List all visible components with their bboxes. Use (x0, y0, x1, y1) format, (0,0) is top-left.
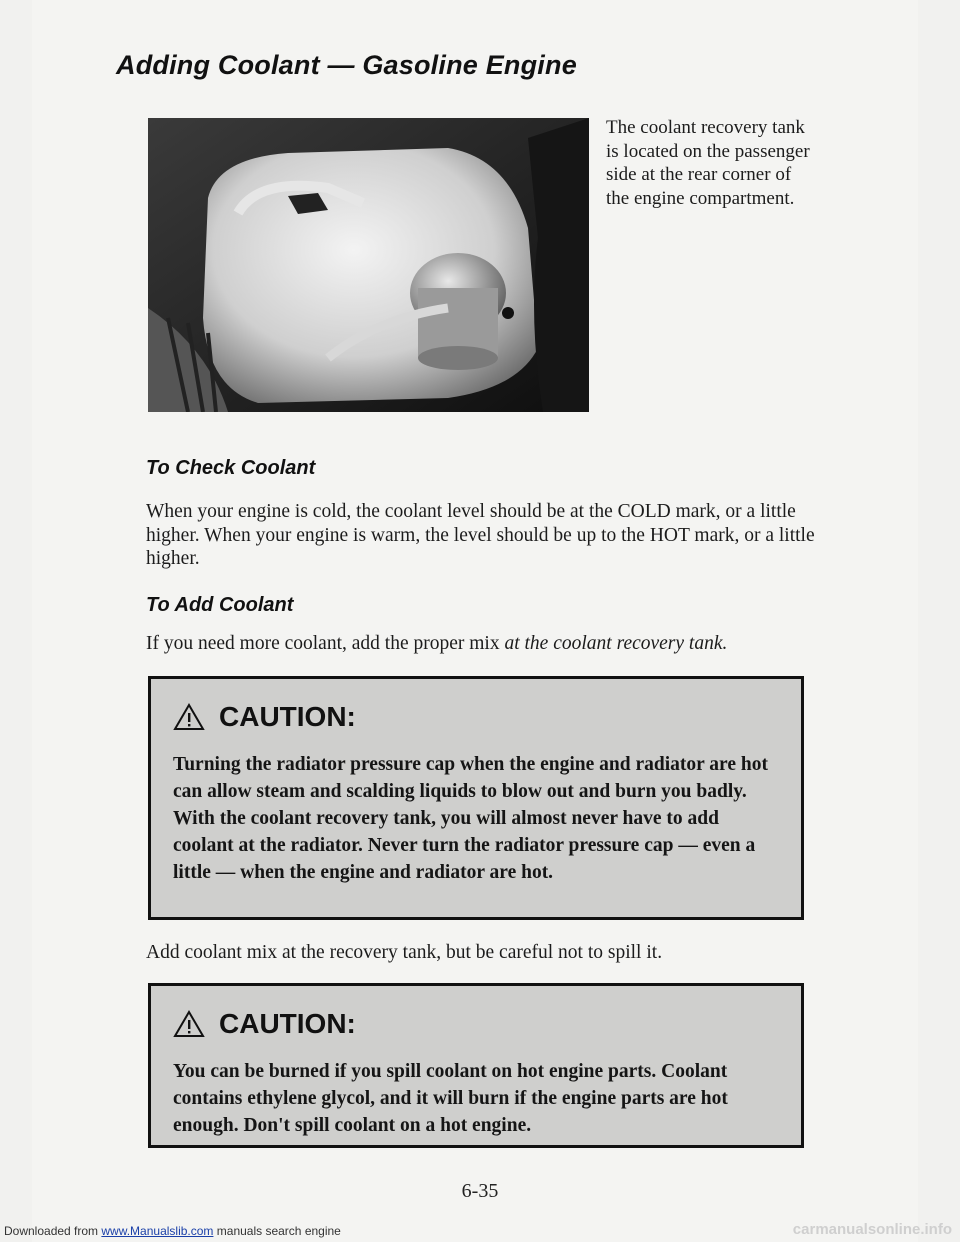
add-coolant-text (146, 632, 816, 656)
add-coolant-text-plain: If you need more coolant, add the proper mix (146, 633, 505, 654)
check-coolant-text: When your engine is cold, the coolant level should be at the COLD mark, or a little higher. When your engine is warm, the level should be up to the HOT mark, or a little higher. (146, 501, 815, 569)
add-mix-text: Add coolant mix at the recovery tank, but be careful not to spill it. (146, 942, 663, 963)
caution-label: CAUTION: (219, 1008, 356, 1039)
caution-heading (173, 1008, 356, 1040)
footer-prefix: Downloaded from (4, 1224, 102, 1238)
engine-photo-illustration (148, 118, 589, 412)
caution-text: You can be burned if you spill coolant on hot engine parts. Coolant contains ethylene glycol, and it will burn if the engine parts are hot enough. Don't spill coolant on a hot engine. (173, 1061, 728, 1136)
footer-suffix: manuals search engine (213, 1224, 341, 1238)
add-coolant-text-italic: at the coolant recovery tank. (504, 633, 728, 654)
page-number: 6-35 (461, 1180, 499, 1202)
caution-heading (173, 701, 356, 733)
caution-box-pressure-cap (148, 676, 804, 920)
warning-triangle-icon (173, 703, 205, 731)
page-title: Adding Coolant — Gasoline Engine (116, 50, 577, 80)
intro-text: The coolant recovery tank is located on the passenger side at the rear corner of the engine compartment. (606, 117, 810, 209)
check-coolant-heading: To Check Coolant (146, 457, 316, 479)
caution-label: CAUTION: (219, 701, 356, 732)
caution-text: Turning the radiator pressure cap when the engine and radiator are hot can allow steam and scalding liquids to blow out and burn you badly. With the coolant recovery tank, you will almost never have to add coolant at the radiator. Never turn the radiator pressure cap — even a little — when the engine and radiator are hot. (173, 754, 768, 883)
add-coolant-heading: To Add Coolant (146, 594, 294, 616)
download-footer (4, 1224, 341, 1238)
warning-triangle-icon (173, 1010, 205, 1038)
engine-photo (148, 118, 589, 412)
watermark: carmanualsonline.info (792, 1221, 952, 1238)
manualslib-link[interactable]: www.Manualslib.com (101, 1224, 214, 1238)
caution-box-spill (148, 983, 804, 1148)
